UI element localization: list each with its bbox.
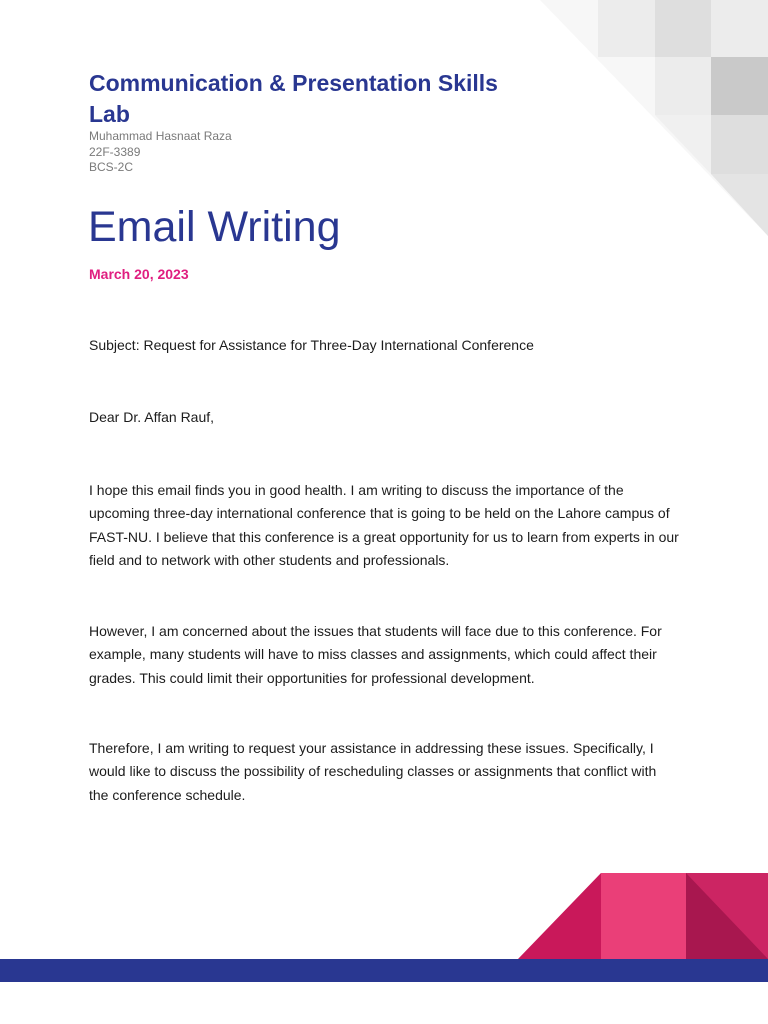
paragraph-line: the conference schedule. bbox=[89, 786, 246, 803]
course-title: Communication & Presentation Skills Lab bbox=[89, 70, 498, 127]
paragraph-line: would like to discuss the possibility of rescheduling classes or assignments that conflict with bbox=[89, 763, 657, 780]
paragraph-line: upcoming three-day international conference that is going to be held on the Lahore campus of bbox=[89, 505, 670, 522]
email-paragraph bbox=[89, 737, 679, 807]
document-title: Email Writing bbox=[88, 203, 341, 251]
email-paragraph bbox=[89, 479, 679, 572]
email-paragraph bbox=[89, 620, 679, 690]
paragraph-line: I hope this email finds you in good health. I am writing to discuss the importance of the bbox=[89, 482, 624, 498]
paragraph-line: field and to network with other students and professionals. bbox=[89, 551, 450, 568]
section: BCS-2C bbox=[89, 160, 134, 174]
paragraph-line: Therefore, I am writing to request your assistance in addressing these issues. Specifically, I bbox=[89, 740, 654, 756]
student-info bbox=[89, 129, 232, 176]
email-subject: Subject: Request for Assistance for Three-Day International Conference bbox=[89, 337, 534, 353]
paragraph-line: However, I am concerned about the issues that students will face due to this conference. For bbox=[89, 623, 662, 639]
email-greeting: Dear Dr. Affan Rauf, bbox=[89, 409, 215, 425]
student-name: Muhammad Hasnaat Raza bbox=[89, 129, 232, 143]
document-date: March 20, 2023 bbox=[89, 266, 189, 282]
paragraph-line: FAST-NU. I believe that this conference is a great opportunity for us to learn from experts in our bbox=[89, 528, 679, 545]
footer-bar bbox=[0, 959, 768, 982]
paragraph-line: grades. This could limit their opportunities for professional development. bbox=[89, 669, 535, 686]
roll-number: 22F-3389 bbox=[89, 144, 141, 159]
decorative-pink-shapes bbox=[518, 873, 768, 960]
decorative-gray-tiles bbox=[540, 0, 768, 236]
paragraph-line: example, many students will have to miss classes and assignments, which could affect their bbox=[89, 646, 657, 663]
